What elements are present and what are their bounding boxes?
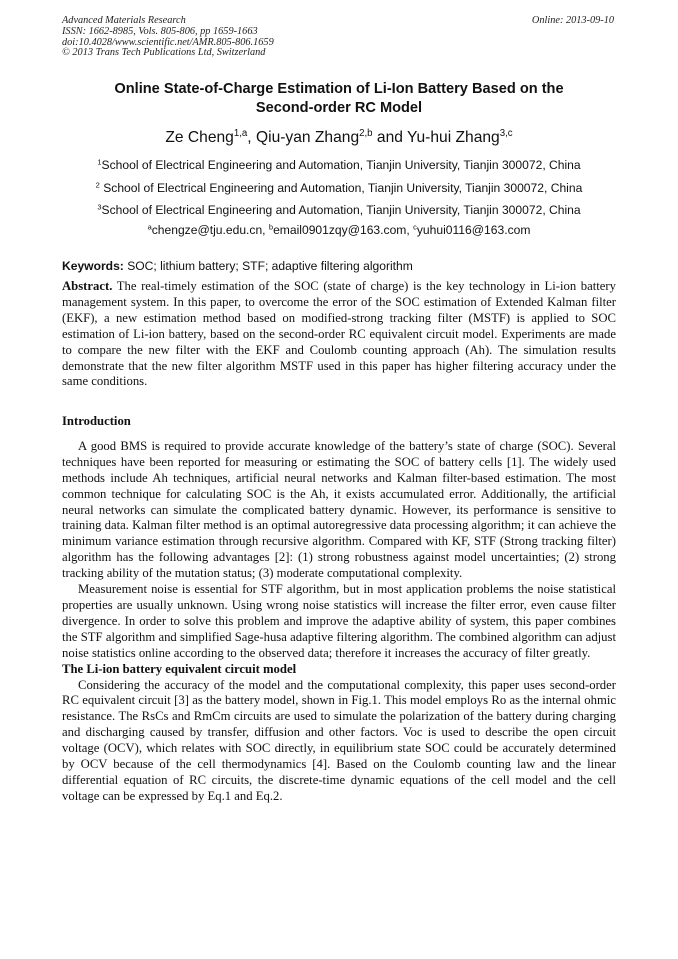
copyright-line: © 2013 Trans Tech Publications Ltd, Switzerland [62,47,266,59]
author-name: Ze Cheng [165,129,234,146]
doi-line: doi:10.4028/www.scientific.net/AMR.805-806.1659 [62,36,274,48]
abstract-text: The real-timely estimation of the SOC (state of charge) is the key technology in Li-ion battery management system. In this paper, to overcome the error of the SOC estimation of Extended Kalman filter (EKF), a new estimation method based on modified-strong tracking filter (MSTF) is applied to SOC estimation of Li-ion battery, based on the second-order RC equivalent circuit model. Experiments are made to compare the new filter with the EKF and Coulomb counting approach (Ah). The simulation results demonstrate that the new filter algorithm MSTF used in this paper has higher filtering accuracy under the same conditions. [62,279,616,389]
section-heading: Introduction [62,414,131,428]
affiliation-text: School of Electrical Engineering and Automation, Tianjin University, Tianjin 300072, China [99,181,583,195]
abstract-label: Abstract. [62,279,113,293]
email-list [62,222,616,238]
affiliation [62,202,616,218]
affiliation-superscript: 1 [97,157,102,167]
issn-line: ISSN: 1662-8985, Vols. 805-806, pp 1659-1663 [62,25,258,37]
email-text: yuhui0116@163.com [416,223,531,237]
author-name: Yu-hui Zhang [406,129,500,146]
section-heading: The Li-ion battery equivalent circuit model [62,661,297,676]
author-superscript: 2,b [359,128,373,140]
section-introduction [62,414,616,805]
title-line-1: Online State-of-Charge Estimation of Li-Ion Battery Based on the [114,81,564,97]
affiliation [62,157,616,173]
affiliation-superscript: 2 [95,180,100,190]
online-date: Online: 2013-09-10 [531,15,614,26]
affiliation-text: School of Electrical Engineering and Automation, Tianjin University, Tianjin 300072, China [101,203,581,217]
affiliation [62,180,616,196]
journal-name: Advanced Materials Research [62,15,186,26]
author-separator: and [372,129,407,146]
affiliation-text: School of Electrical Engineering and Automation, Tianjin University, Tianjin 300072, China [101,158,581,172]
author-separator: , [247,129,256,146]
email-text: email0901zqy@163.com, [273,223,414,237]
paragraph: A good BMS is required to provide accurate knowledge of the battery’s state of charge (SOC). Several techniques have been reported for measuring or estimating the SOC of battery cells [1]. The widely used methods include Ah techniques, artificial neural networks and Kalman filter-based estimation. The most common technique for calculating SOC is the Ah, it exists accumulated error. Additionally, the artificial neural networks can simulate the complicated battery dynamic. However, its performance is sensitive to training data. Kalman filter method is an optimal autoregressive data processing algorithm; it can achieve the minimum variance estimation through recursive algorithm. Compared with KF, STF (Strong tracking filter) algorithm has the following advantages [2]: (1) strong robustness against model uncertainties; (2) strong tracking ability of the mutation status; (3) moderate computational complexity. [62,438,616,581]
author-list [62,128,616,148]
paragraph: Considering the accuracy of the model and the computational complexity, this paper uses second-order RC equivalent circuit [3] as the battery model, shown in Fig.1. This model employs Ro as the internal ohmic resistance. The RsCs and RmCm circuits are used to simulate the polarization of the battery during charging and discharging caused by transfer, diffusion and other factors. Voc is used to describe the open circuit voltage (OCV), which relates with SOC directly, in equilibrium state SOC could be accurately determined by OCV because of the cell thermodynamics [4]. Based on the Coulomb counting law and the linear differential equation of RC circuits, the discrete-time dynamic equations of the cell model and the cell voltage can be expressed by Eq.1 and Eq.2. [62,677,616,803]
affiliation-superscript: 3 [97,202,102,212]
keywords-label: Keywords: [62,259,124,273]
abstract [62,279,616,390]
journal-header [62,16,274,59]
keywords-text: SOC; lithium battery; STF; adaptive filtering algorithm [123,259,413,273]
keywords [62,258,616,274]
email-superscript: b [268,222,274,232]
author-name: Qiu-yan Zhang [255,129,360,146]
email-superscript: a [147,222,152,232]
email-superscript: c [413,222,417,232]
author-superscript: 3,c [499,128,513,140]
title-line-2: Second-order RC Model [255,100,423,116]
paper-title [62,80,616,118]
author-superscript: 1,a [233,128,248,140]
paragraph: Measurement noise is essential for STF algorithm, but in most application problems the noise statistical properties are usually unknown. Using wrong noise statistics will increase the filter error, even cause filter divergence. In order to solve this problem and improve the adaptive ability of system, this paper combines the STF algorithm and simplified Sage-husa adaptive filtering algorithm. The combined algorithm can adjust noise statistics online according to the observed data; therefore it increases the accuracy of filter greatly. [62,582,616,660]
email-text: chengze@tju.edu.cn, [151,223,269,237]
